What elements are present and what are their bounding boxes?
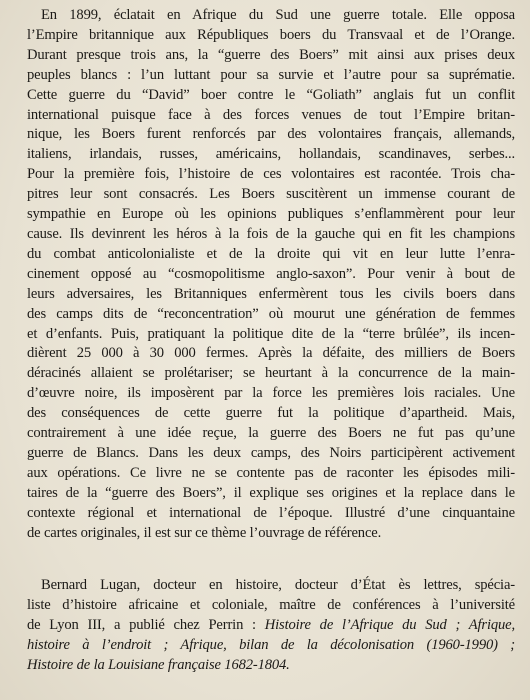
summary-line: nique, les Boers furent renforcés par des volontaires français, allemands, xyxy=(27,126,515,143)
summary-line: des camps dits de “reconcentration” où mourut une génération de femmes xyxy=(27,305,515,322)
summary-line: Cette guerre du “David” boer contre le “Goliath” anglais fut un conflit xyxy=(27,86,515,103)
summary-line: En 1899, éclatait en Afrique du Sud une guerre totale. Elle opposa xyxy=(41,7,515,23)
summary-line: aux opérations. Ce livre ne se contente pas de raconter les épisodes mili- xyxy=(27,464,515,481)
summary-line: sympathie en Europe où les opinions publiques s’enflammèrent pour leur xyxy=(27,206,515,223)
summary-line: contexte régional et international de l’époque. Illustré d’une cinquantaine xyxy=(27,504,515,521)
summary-line: italiens, irlandais, russes, américains, hollandais, scandinaves, serbes... xyxy=(27,146,515,163)
summary-line: peuples blancs : l’un luttant pour sa survie et l’autre pour sa suprématie. xyxy=(27,66,515,83)
summary-line: international puisque face à des forces venues de tout l’Empire britan- xyxy=(27,106,515,123)
summary-line: contrairement à une idée reçue, la guerre des Boers ne fut pas qu’une xyxy=(27,425,515,442)
book-summary xyxy=(27,6,515,543)
bio-line xyxy=(27,616,515,636)
summary-line: cause. Ils devinrent les héros à la fois de la gauche qui en fit les champions xyxy=(27,225,515,242)
summary-line: Durant presque trois ans, la “guerre des Boers” mit ainsi aux prises deux xyxy=(27,46,515,63)
bio-line: Bernard Lugan, docteur en histoire, docteur d’État ès lettres, spécia- xyxy=(41,577,515,593)
author-bio xyxy=(27,576,515,676)
summary-line: cinement opposé au “cosmopolitisme anglo-saxon”. Pour venir à bout de xyxy=(27,265,515,282)
summary-line: dièrent 25 000 à 30 000 fermes. Après la défaite, des milliers de Boers xyxy=(27,345,515,362)
bio-book-title: Histoire de l’Afrique du Sud ; Afrique, xyxy=(264,616,515,633)
bio-publisher-text: de Lyon III, a publié chez Perrin : xyxy=(27,616,265,633)
summary-line: déracinés allaient se prolétariser; se heurtant à la concurrence de la main- xyxy=(27,365,515,382)
summary-line: taires de la “guerre des Boers”, il explique ses origines et la replace dans le xyxy=(27,484,515,501)
summary-line: leurs adversaires, les Britanniques enfermèrent tous les civils boers dans xyxy=(27,285,515,302)
summary-line: et d’enfants. Puis, pratiquant la politique dite de la “terre brûlée”, ils incen- xyxy=(27,325,515,342)
summary-line: du combat anticolonialiste et de la droite qui vit en leur lutte l’enra- xyxy=(27,245,515,262)
summary-line: Pour la première fois, l’histoire de ces volontaires est racontée. Trois cha- xyxy=(27,166,515,183)
summary-line: de cartes originales, il est sur ce thème l’ouvrage de référence. xyxy=(27,524,382,541)
summary-line: pitres leur sont consacrés. Les Boers suscitèrent un immense courant de xyxy=(27,186,515,203)
summary-line: des conséquences de cette guerre fut la politique d’apartheid. Mais, xyxy=(27,405,515,422)
bio-book-title: Histoire de la Louisiane française 1682-1804. xyxy=(27,656,290,673)
summary-line: guerre de Blancs. Dans les deux camps, des Noirs participèrent activement xyxy=(27,444,515,461)
bio-line: liste d’histoire africaine et coloniale, maître de conférences à l’université xyxy=(27,596,515,613)
summary-line: d’œuvre noire, ils imposèrent par la force les premières lois raciales. Une xyxy=(27,385,515,402)
bio-book-titles: histoire à l’endroit ; Afrique, bilan de la décolonisation (1960-1990) ; xyxy=(27,636,515,653)
summary-line: l’Empire britannique aux Républiques boers du Transvaal et de l’Orange. xyxy=(27,26,515,43)
